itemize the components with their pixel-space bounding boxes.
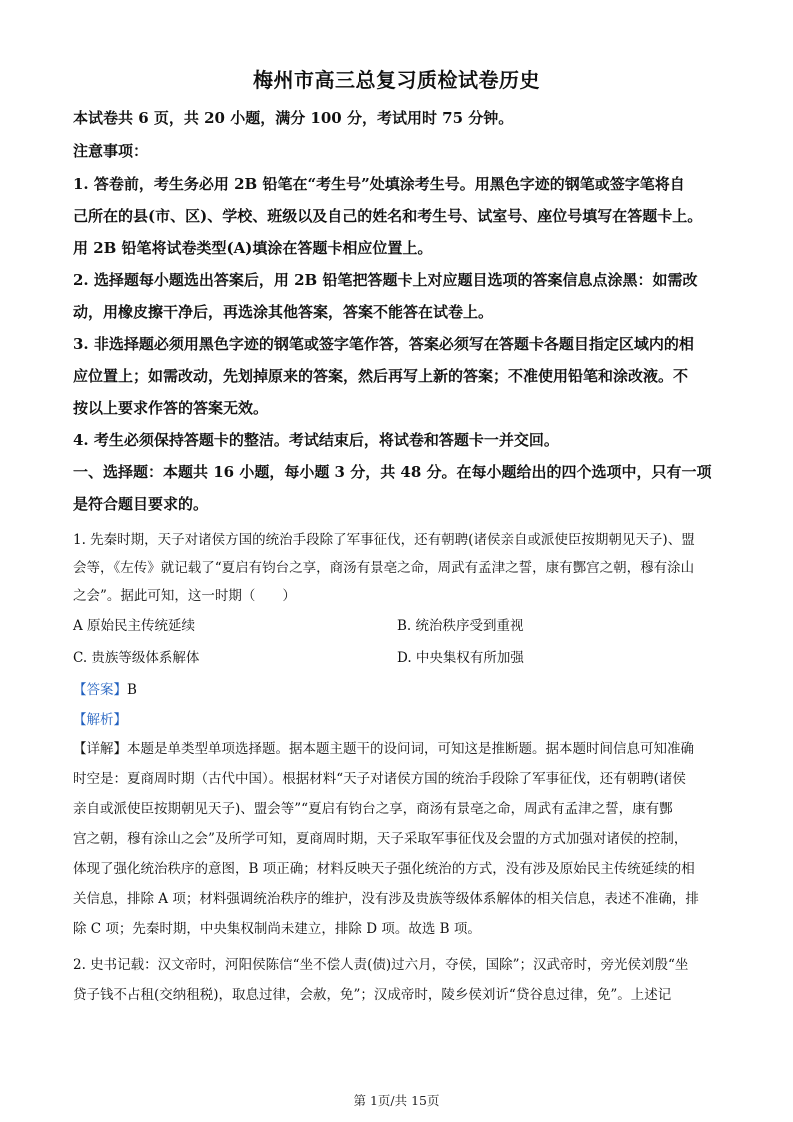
question-stem: 1. 先秦时期，天子对诸侯方国的统治手段除了军事征伐，还有朝聘(诸侯亲自或派使臣按期朝见天子)、盟 — [73, 532, 695, 548]
detail-text: 体现了强化统治秩序的意图，B 项正确；材料反映天子强化统治的方式，没有涉及原始民主传统延续的相 — [73, 861, 695, 877]
notice-line: 用 2B 铅笔将试卷类型(A)填涂在答题卡相应位置上。 — [73, 239, 433, 257]
question-stem: 会等，《左传》就记载了“夏启有钧台之享，商汤有景亳之命，周武有孟津之誓，康有酆宫之朝，穆有涂山 — [73, 560, 695, 576]
detail-text: 关信息，排除 A 项；材料强调统治秩序的维护，没有涉及贵族等级体系解体的相关信息，表述不准确，排 — [73, 891, 699, 907]
notice-line: 4. 考生必须保持答题卡的整洁。考试结束后，将试卷和答题卡一并交回。 — [73, 431, 559, 449]
section-heading: 是符合题目要求的。 — [73, 495, 209, 513]
analysis-label: 【解析】 — [73, 712, 127, 728]
detail-text: 时空是：夏商周时期（古代中国）。根据材料“天子对诸侯方国的统治手段除了军事征伐，还有朝聘(诸侯 — [73, 771, 686, 787]
notice-line: 应位置上；如需改动，先划掉原来的答案，然后再写上新的答案；不准使用铅笔和涂改液。不 — [73, 367, 689, 385]
page-number: 第 1页/共 15页 — [353, 1093, 440, 1108]
detail-text: 本题是单类型单项选择题。据本题主题干的设问词，可知这是推断题。据本题时间信息可知准确 — [127, 741, 694, 757]
detail-label: 【详解】 — [73, 741, 127, 757]
option-c: C. 贵族等级体系解体 — [73, 650, 200, 666]
notice-line: 按以上要求作答的答案无效。 — [73, 399, 269, 417]
answer-label: 【答案】 — [73, 682, 127, 698]
page-title: 梅州市高三总复习质检试卷历史 — [253, 68, 540, 92]
detail-row — [73, 737, 733, 757]
notice-line: 2. 选择题每小题选出答案后，用 2B 铅笔把答题卡上对应题目选项的答案信息点涂黑：如需改 — [73, 271, 698, 289]
detail-text: 除 C 项；先秦时期，中央集权制尚未建立，排除 D 项。故选 B 项。 — [73, 921, 481, 937]
option-a: A 原始民主传统延续 — [73, 618, 196, 634]
notice-line: 1. 答卷前，考生务必用 2B 铅笔在“考生号”处填涂考生号。用黑色字迹的钢笔或签字笔将自 — [73, 175, 685, 193]
answer-value: B — [127, 682, 137, 698]
answer-row — [73, 678, 733, 698]
question-stem: 之会”。据此可知，这一时期（ ） — [73, 588, 296, 604]
notice-line: 动，用橡皮擦干净后，再选涂其他答案，答案不能答在试卷上。 — [73, 303, 494, 321]
notice-heading: 注意事项： — [73, 142, 149, 160]
intro-text: 本试卷共 6 页，共 20 小题，满分 100 分，考试用时 75 分钟。 — [73, 109, 514, 127]
notice-line: 3. 非选择题必须用黑色字迹的钢笔或签字笔作答，答案必须写在答题卡各题目指定区域内的相 — [73, 335, 694, 353]
option-d: D. 中央集权有所加强 — [397, 650, 524, 666]
notice-line: 己所在的县(市、区)、学校、班级以及自己的姓名和考生号、试室号、座位号填写在答题卡上。 — [73, 207, 703, 225]
detail-text: 宫之朝，穆有涂山之会”及所学可知，夏商周时期，天子采取军事征伐及会盟的方式加强对诸侯的控制， — [73, 831, 688, 847]
detail-text: 亲自或派使臣按期朝见天子)、盟会等”“夏启有钧台之享，商汤有景亳之命，周武有孟津之誓，康有酆 — [73, 801, 673, 817]
section-heading: 一、选择题：本题共 16 小题，每小题 3 分，共 48 分。在每小题给出的四个选项中，只有一项 — [73, 463, 712, 481]
question-stem: 贷子钱不占租(交纳租税)，取息过律，会赦，免”；汉成帝时，陵乡侯刘䜣“贷谷息过律，免”。上述记 — [73, 987, 672, 1003]
question-stem: 2. 史书记载：汉文帝时，河阳侯陈信“坐不偿人责(债)过六月，夺侯，国除”；汉武帝时，旁光侯刘殷“坐 — [73, 957, 689, 973]
option-b: B. 统治秩序受到重视 — [397, 618, 524, 634]
